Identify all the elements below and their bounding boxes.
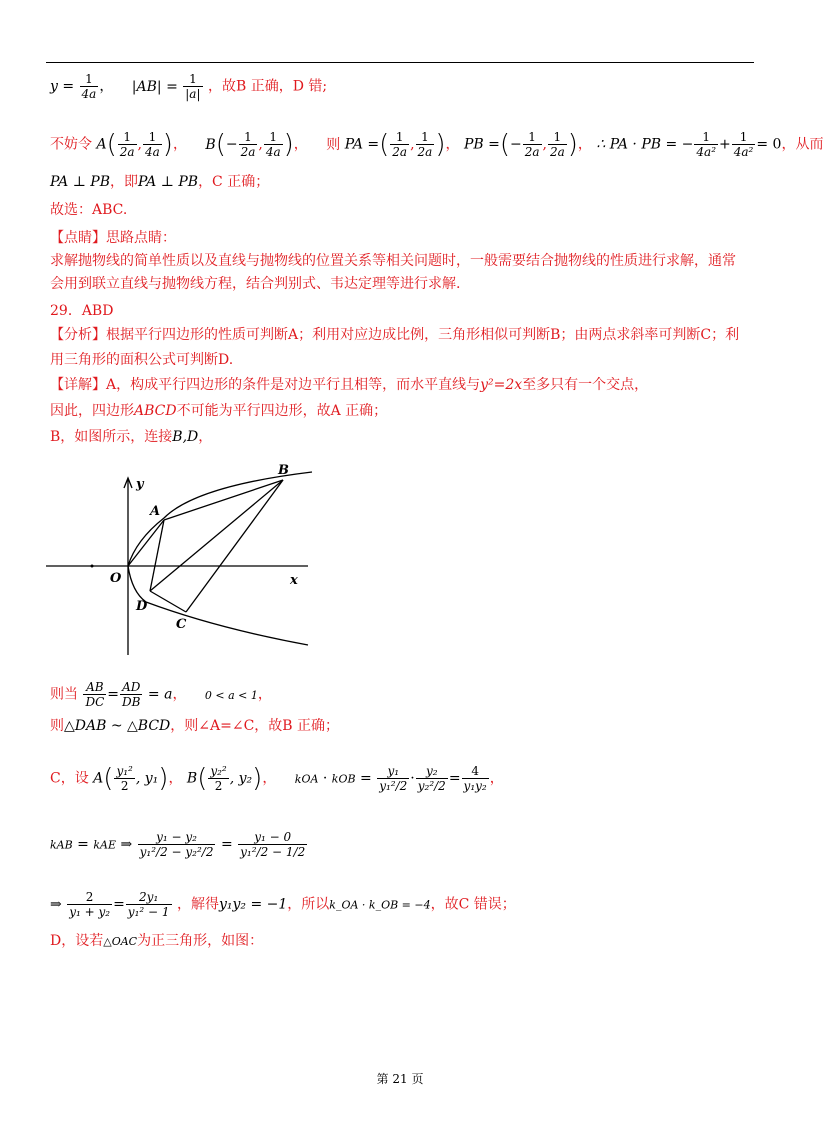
line11-a: 【详解】A，构成平行四边形的条件是对边平行且相等，而水平直线与	[50, 377, 481, 393]
label-B: B	[278, 463, 289, 478]
line-6: 求解抛物线的简单性质以及直线与抛物线的位置关系等相关问题时，一般需要结合抛物线的性质进行求解，通常	[50, 253, 736, 269]
perp-line: PA ⊥ PB	[138, 174, 199, 190]
line-5: 【点睛】思路点睛：	[50, 230, 176, 246]
line19-a: D，设若	[50, 933, 104, 949]
line-8: 29．ABD	[50, 303, 114, 319]
line13-b: ，	[198, 429, 213, 445]
line-7: 会用到联立直线与抛物线方程，结合判别式、韦达定理等进行求解.	[50, 276, 461, 292]
parabola-diagram	[46, 460, 326, 660]
line-9: 【分析】根据平行四边形的性质可判断A；利用对应边成比例，三角形相似可判断B；由两点求斜率可判断C；利	[50, 327, 740, 343]
perp-vec: PA ⊥ PB	[50, 174, 111, 190]
eq-ab: |AB| =	[131, 78, 178, 95]
line2-then: 则	[326, 136, 341, 153]
label-A: A	[150, 504, 161, 519]
cond-a: 0 < a < 1	[204, 688, 258, 702]
page-number: 第 21 页	[376, 1072, 424, 1086]
implies-arrow-2: ⇒	[50, 896, 62, 913]
k-symbol: k	[294, 772, 302, 786]
line-13	[50, 427, 212, 447]
line19-b: 为正三角形，如图：	[137, 933, 264, 949]
result-y1y2: y₁y₂ = −1	[218, 896, 288, 913]
eq-sign-2: =	[220, 836, 233, 853]
segment-DB	[150, 480, 283, 591]
eq-a: = a	[147, 686, 173, 703]
line18-a: ，解得	[176, 896, 219, 913]
line18-c: ，故C 错误；	[430, 896, 516, 913]
line-18: ⇒ $\frac{2}{\text{y₁ + y₂}}$ = $\frac{\text{2y₁}}{\text{y₁² − 1}}$ ，解得y₁y₂ = −1，所以k_OA · k_OB = −4，故C 错误；	[50, 890, 516, 919]
segment-CB	[186, 480, 283, 612]
parabola-eq: y²=2x	[480, 377, 523, 393]
line3-ji: ，即	[110, 174, 139, 190]
focus-dot	[91, 565, 94, 568]
line-19	[50, 931, 263, 952]
quad-abcd: ABCD	[134, 403, 177, 419]
line3-end: ，C 正确；	[198, 174, 270, 190]
line1-text: ，故B 正确，D 错;	[207, 78, 328, 95]
line2-conclude: ，从而	[781, 136, 823, 153]
line12-b: 不可能为平行四边形，故A 正确；	[176, 403, 388, 419]
line-11	[50, 375, 648, 395]
dot-product: ∴ PA · PB = −	[596, 136, 694, 153]
line2-intro: 不妨令	[50, 136, 92, 153]
frac-1-abs-a: $\frac{1}{|a|}$	[185, 72, 201, 101]
line-15	[50, 716, 339, 736]
label-D: D	[136, 599, 148, 614]
point-B: B	[205, 136, 216, 153]
label-C: C	[176, 617, 187, 632]
line-1: y = $\frac{1}{4a}$ ， |AB| = $\frac{1}{|a|}$ ，故B 正确，D 错;	[50, 72, 328, 101]
line14-b: ，	[257, 686, 272, 703]
segment-DC	[150, 591, 186, 612]
points-bd: B,D	[172, 429, 199, 445]
label-x: x	[290, 573, 298, 588]
implies-arrow: ⇒	[120, 836, 133, 853]
eq-sign-3: =	[113, 896, 125, 913]
line15-b: ，则∠A=∠C，故B 正确；	[170, 718, 340, 734]
line-10: 用三角形的面积公式可判断D.	[50, 352, 234, 368]
vec-PB: PB =	[463, 136, 500, 153]
result-k: k_OA · k_OB = −4	[329, 898, 431, 912]
eq-y: y =	[50, 78, 75, 95]
segment-OA	[128, 520, 164, 566]
parabola-curve	[128, 472, 312, 645]
line15-a: 则	[50, 718, 64, 734]
line16-comma: ，	[489, 770, 504, 787]
line12-a: 因此，四边形	[50, 403, 134, 419]
triangle-oac: △OAC	[103, 935, 138, 948]
point-B-c: B	[186, 770, 198, 787]
line-16: C，设 A( $\frac{\text{y₁²}}{2}$ , y₁)， B( $\frac{\text{y₂²}}{2}$ , y₂)， kOA · kOB = $\frac{\text{y₁}}{\text{y₁²/2}}$ · $\frac{\text{y₂}}{\text{y₂²/2}}$ = $\frac{4}{\text{y₁y₂}}$ ，	[50, 763, 504, 794]
similar-triangles: △DAB ~ △BCD	[64, 718, 171, 734]
header-rule	[46, 62, 754, 63]
point-A-c: A	[93, 770, 104, 787]
plus-sign: +	[719, 136, 731, 153]
line-2: 不妨令 A( $\frac{1}{2a}$ , $\frac{1}{4a}$ )， B(− $\frac{1}{2a}$ , $\frac{1}{4a}$ )， 则 PA =( $\frac{1}{2a}$ , $\frac{1}{2a}$ )， PB =(− $\frac{1}{2a}$ , $\frac{1}{2a}$ )， ∴ PA · PB = − $\frac{1}{\text{4a²}}$ + $\frac{1}{\text{4a²}}$ = 0，从而	[50, 129, 823, 160]
eq-zero: = 0	[756, 136, 782, 153]
line-12	[50, 401, 387, 421]
frac-1-4a: $\frac{1}{4a}$	[81, 72, 97, 101]
k-ab: k	[50, 838, 57, 852]
segment-AB	[164, 480, 283, 520]
vec-PA: PA =	[344, 136, 380, 153]
line14-a: 则当	[50, 686, 78, 703]
line16-a: C，设	[50, 770, 89, 787]
line18-b: ，所以	[287, 896, 330, 913]
line-17: kAB = kAE ⇒ $\frac{\text{y₁ − y₂}}{\text{y₁²/2 − y₂²/2}}$ = $\frac{\text{y₁ − 0}}{\text{y₁²/2 − 1/2}}$	[50, 830, 306, 859]
line-14: 则当 $\frac{AB}{DC}$ = $\frac{AD}{DB}$ = a， 0 < a < 1，	[50, 680, 272, 709]
label-O: O	[110, 571, 122, 586]
line11-b: 至多只有一个交点，	[522, 377, 649, 393]
point-A: A	[96, 136, 107, 153]
line-3	[50, 172, 269, 192]
eq-sign: =	[360, 770, 372, 787]
label-y: y	[136, 477, 144, 492]
line13-a: B，如图所示，连接	[50, 429, 173, 445]
line-4: 故选：ABC.	[50, 202, 128, 218]
